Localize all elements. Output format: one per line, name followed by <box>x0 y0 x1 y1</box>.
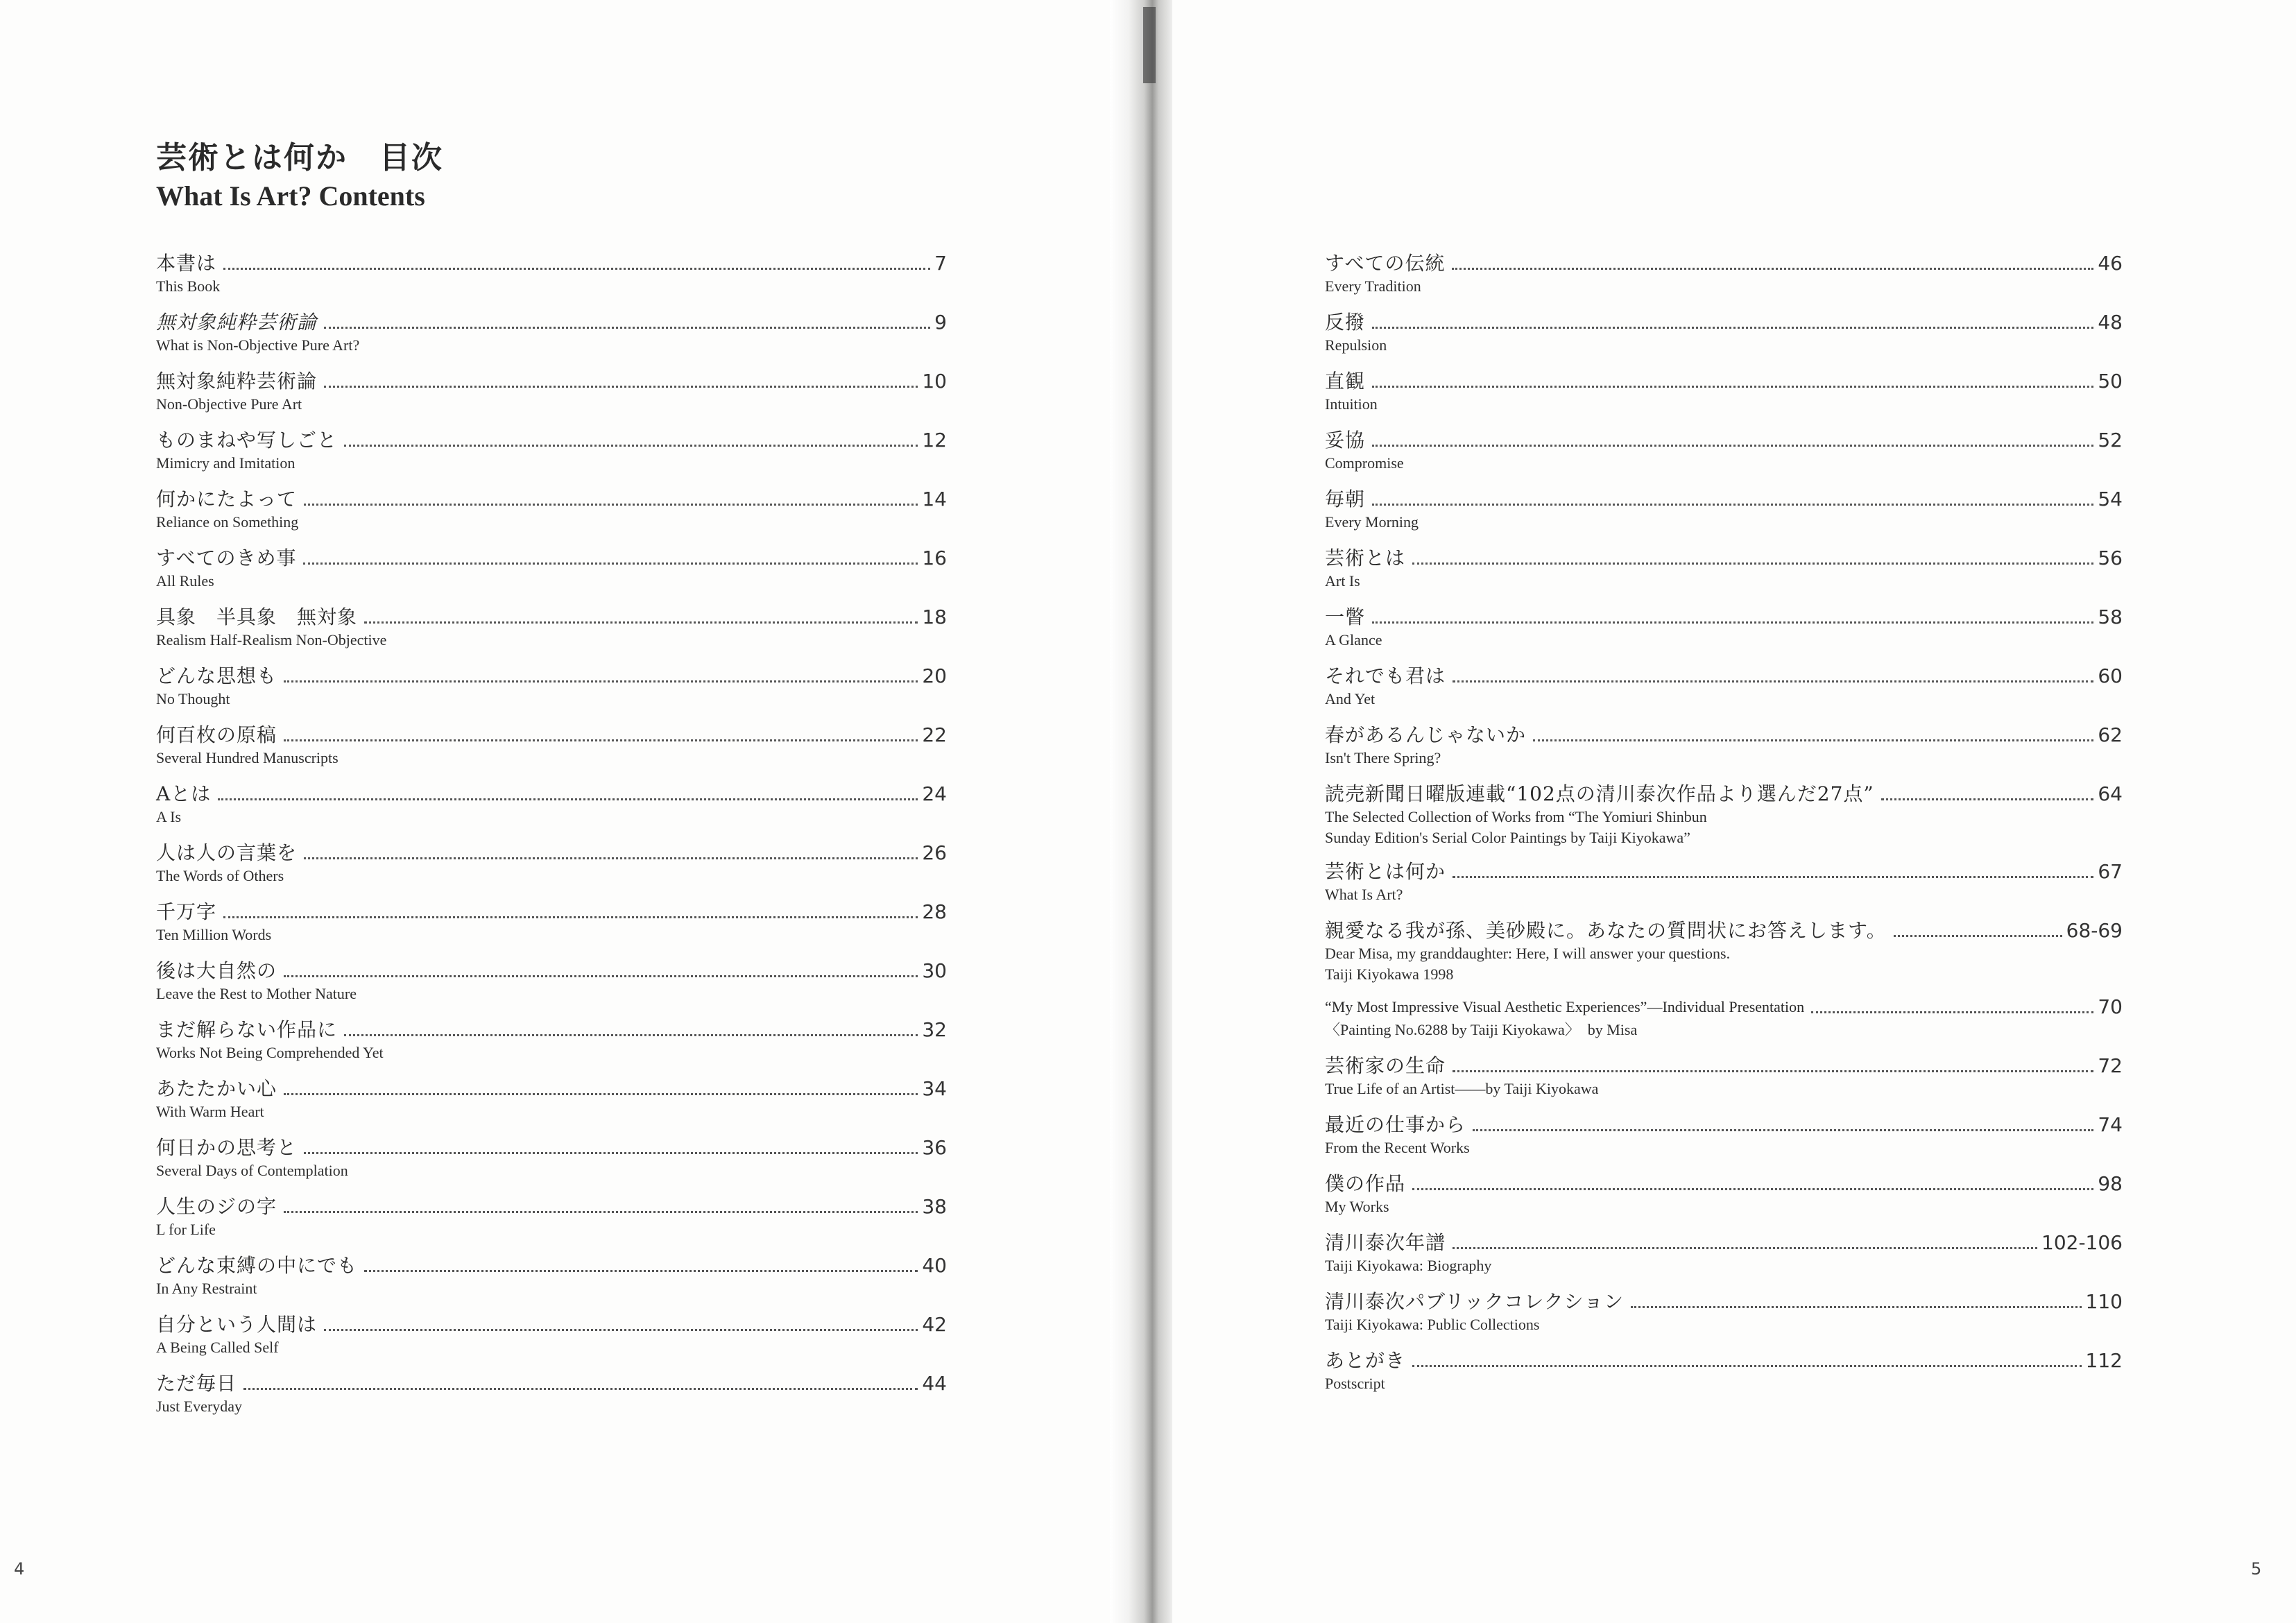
toc-entry-jp: 読売新聞日曜版連載“102点の清川泰次作品より選んだ27点” <box>1325 782 1874 805</box>
toc-entry <box>1325 1171 2123 1230</box>
page-number-left: 4 <box>14 1559 25 1579</box>
leader-dots <box>1453 876 2093 878</box>
toc-entry-page: 44 <box>922 1372 947 1395</box>
page-title-en: What Is Art? Contents <box>156 180 425 212</box>
toc-entry-page: 22 <box>922 723 947 746</box>
toc-entry-page: 48 <box>2098 311 2123 334</box>
toc-entry-en: My Works <box>1325 1198 1389 1215</box>
toc-entry <box>156 310 947 369</box>
toc-entry-page: 10 <box>922 370 947 393</box>
leader-dots <box>1631 1306 2081 1308</box>
toc-entry-page: 34 <box>922 1077 947 1100</box>
toc-entry-en: This Book <box>156 277 221 295</box>
leader-dots <box>243 1388 918 1390</box>
toc-entry-en: Taiji Kiyokawa: Biography <box>1325 1257 1492 1274</box>
toc-entry-jp: 具象 半具象 無対象 <box>156 606 358 628</box>
toc-entry-jp: まだ解らない作品に <box>156 1018 338 1041</box>
leader-dots <box>284 680 918 682</box>
toc-entry-jp: 僕の作品 <box>1325 1172 1406 1195</box>
toc-entry <box>156 1371 947 1430</box>
toc-entry-page: 7 <box>934 252 947 275</box>
toc-entry-jp: Aとは <box>156 782 212 805</box>
toc-entry-page: 67 <box>2098 860 2123 883</box>
toc-entry-en-line2: Sunday Edition's Serial Color Paintings by Taiji Kiyokawa” <box>1325 829 1690 846</box>
toc-entry-jp: 反撥 <box>1325 311 1366 334</box>
leader-dots <box>1811 1011 2093 1013</box>
toc-entry-jp: 本書は <box>156 252 217 275</box>
toc-entry-jp: 一瞥 <box>1325 606 1366 628</box>
toc-entry-jp: 何かにたよって <box>156 488 298 510</box>
toc-entry <box>156 369 947 428</box>
toc-entry-page: 60 <box>2098 664 2123 687</box>
leader-dots <box>1372 445 2093 447</box>
toc-entry-jp: すべてのきめ事 <box>156 547 297 569</box>
toc-entry <box>1325 995 2123 1054</box>
toc-entry <box>1325 1113 2123 1171</box>
toc-entry <box>1325 310 2123 369</box>
toc-entry-en: Taiji Kiyokawa: Public Collections <box>1325 1316 1540 1333</box>
title-block <box>156 139 443 215</box>
toc-entry-page: 98 <box>2098 1172 2123 1195</box>
toc-entry-page: 74 <box>2098 1113 2123 1136</box>
leader-dots <box>1412 563 2093 565</box>
toc-entry-jp: 清川泰次年譜 <box>1325 1231 1446 1254</box>
leader-dots <box>223 268 930 270</box>
leader-dots <box>1453 1070 2093 1072</box>
toc-entry-en: Realism Half-Realism Non-Objective <box>156 631 387 649</box>
leader-dots <box>1533 739 2093 741</box>
toc-entry-jp: 清川泰次パブリックコレクション <box>1325 1290 1625 1313</box>
toc-entry-page: 30 <box>922 959 947 982</box>
toc-entry-en: A Being Called Self <box>156 1339 279 1356</box>
toc-entry <box>1325 428 2123 487</box>
toc-entry-page: 52 <box>2098 429 2123 452</box>
toc-entry <box>156 1194 947 1253</box>
toc-entry <box>156 723 947 782</box>
toc-right-column <box>1325 251 2123 1407</box>
toc-entry-jp: 自分という人間は <box>156 1313 318 1336</box>
toc-entry-page: 16 <box>922 547 947 569</box>
toc-entry-en: 〈Painting No.6288 by Taiji Kiyokawa〉 by Misa <box>1325 1021 1638 1038</box>
leader-dots <box>284 975 918 977</box>
toc-entry-en: Reliance on Something <box>156 513 299 531</box>
toc-entry <box>1325 1230 2123 1289</box>
toc-entry-en: What Is Art? <box>1325 886 1403 903</box>
toc-entry-en: Non-Objective Pure Art <box>156 395 302 413</box>
toc-entry-page: 46 <box>2098 252 2123 275</box>
page-number-right: 5 <box>2251 1559 2262 1579</box>
toc-entry-page: 70 <box>2098 995 2123 1018</box>
toc-entry-page: 42 <box>922 1313 947 1336</box>
toc-entry-jp: 人生のジの字 <box>156 1195 277 1218</box>
toc-entry <box>156 546 947 605</box>
leader-dots <box>304 1152 918 1154</box>
toc-entry <box>156 428 947 487</box>
toc-entry-page: 102-106 <box>2041 1231 2123 1254</box>
leader-dots <box>304 857 918 859</box>
toc-entry <box>156 605 947 664</box>
toc-entry-en: Art Is <box>1325 572 1360 590</box>
toc-entry-page: 62 <box>2098 723 2123 746</box>
toc-entry-page: 68-69 <box>2066 919 2123 942</box>
toc-entry-jp: 春があるんじゃないか <box>1325 723 1527 746</box>
toc-entry-en: The Words of Others <box>156 867 284 884</box>
toc-entry-page: 72 <box>2098 1054 2123 1077</box>
toc-entry <box>1325 1348 2123 1407</box>
toc-entry-jp: ものまねや写しごと <box>156 429 338 452</box>
left-page <box>0 0 1138 1623</box>
toc-entry <box>1325 1054 2123 1113</box>
toc-entry-jp: 直観 <box>1325 370 1366 393</box>
leader-dots <box>1412 1188 2093 1190</box>
toc-entry-jp: 何百枚の原稿 <box>156 723 277 746</box>
toc-entry <box>1325 251 2123 310</box>
toc-entry-en: The Selected Collection of Works from “The Yomiuri Shinbun <box>1325 808 1707 825</box>
leader-dots <box>1453 680 2093 682</box>
toc-entry-jp: どんな束縛の中にでも <box>156 1254 358 1277</box>
toc-entry-en-line2: Taiji Kiyokawa 1998 <box>1325 965 1454 983</box>
toc-entry-en: In Any Restraint <box>156 1280 257 1297</box>
toc-entry <box>156 1312 947 1371</box>
leader-dots <box>324 1329 918 1331</box>
toc-entry-page: 26 <box>922 841 947 864</box>
leader-dots <box>303 563 918 565</box>
toc-entry <box>1325 487 2123 546</box>
toc-entry-jp: ただ毎日 <box>156 1372 237 1395</box>
leader-dots <box>304 504 918 506</box>
toc-entry-page: 110 <box>2085 1290 2123 1313</box>
toc-entry <box>156 664 947 723</box>
leader-dots <box>324 386 918 388</box>
toc-entry-en: Every Tradition <box>1325 277 1421 295</box>
toc-entry-en: From the Recent Works <box>1325 1139 1470 1156</box>
toc-entry-page: 18 <box>922 606 947 628</box>
toc-entry-en: No Thought <box>156 690 230 707</box>
toc-entry-jp: どんな思想も <box>156 664 277 687</box>
toc-entry-page: 9 <box>934 311 947 334</box>
toc-entry-en: Compromise <box>1325 454 1404 472</box>
leader-dots <box>1453 1247 2037 1249</box>
toc-entry-page: 54 <box>2098 488 2123 510</box>
leader-dots <box>1894 935 2062 937</box>
toc-entry <box>1325 918 2123 995</box>
leader-dots <box>1881 798 2094 800</box>
toc-entry-en: What is Non-Objective Pure Art? <box>156 336 360 354</box>
toc-entry-jp: すべての伝統 <box>1325 252 1446 275</box>
toc-entry-page: 38 <box>922 1195 947 1218</box>
toc-entry <box>156 900 947 959</box>
toc-entry-en: Postscript <box>1325 1375 1385 1392</box>
toc-entry-jp: あとがき <box>1325 1349 1406 1372</box>
gutter-shadow <box>1143 7 1156 83</box>
toc-entry-page: 24 <box>922 782 947 805</box>
toc-entry-en: A Glance <box>1325 631 1382 649</box>
toc-entry <box>156 841 947 900</box>
toc-entry-en: Leave the Rest to Mother Nature <box>156 985 357 1002</box>
toc-entry-jp: 最近の仕事から <box>1325 1113 1466 1136</box>
toc-entry <box>156 1076 947 1135</box>
leader-dots <box>344 445 918 447</box>
book-gutter <box>1110 0 1172 1623</box>
leader-dots <box>324 327 930 329</box>
toc-entry-jp: 妥協 <box>1325 429 1366 452</box>
toc-entry-en: Mimicry and Imitation <box>156 454 295 472</box>
toc-entry-en: Ten Million Words <box>156 926 272 943</box>
toc-entry-jp: “My Most Impressive Visual Aesthetic Experiences”—Individual Presentation <box>1325 998 1805 1015</box>
leader-dots <box>344 1034 918 1036</box>
leader-dots <box>1372 327 2093 329</box>
toc-entry-en: With Warm Heart <box>156 1103 264 1120</box>
toc-entry-en: Several Hundred Manuscripts <box>156 749 339 766</box>
toc-entry-jp: 無対象純粋芸術論 <box>156 370 318 393</box>
toc-entry-jp: あたたかい心 <box>156 1077 277 1100</box>
toc-entry-jp: 何日かの思考と <box>156 1136 298 1159</box>
toc-entry-page: 36 <box>922 1136 947 1159</box>
toc-entry-jp: 毎朝 <box>1325 488 1366 510</box>
toc-entry-jp: 親愛なる我が孫、美砂殿に。あなたの質問状にお答えします。 <box>1325 919 1887 942</box>
toc-entry <box>156 782 947 841</box>
toc-entry <box>1325 782 2123 859</box>
toc-entry-en: True Life of an Artist――by Taiji Kiyokawa <box>1325 1080 1599 1097</box>
leader-dots <box>1412 1365 2082 1367</box>
toc-entry-jp: 後は大自然の <box>156 959 277 982</box>
toc-entry <box>156 1253 947 1312</box>
toc-entry <box>156 959 947 1017</box>
toc-entry-page: 32 <box>922 1018 947 1041</box>
toc-entry-page: 28 <box>922 900 947 923</box>
toc-entry-en: Just Everyday <box>156 1398 243 1415</box>
toc-entry-en: Works Not Being Comprehended Yet <box>156 1044 384 1061</box>
toc-entry <box>1325 369 2123 428</box>
toc-entry <box>1325 664 2123 723</box>
leader-dots <box>364 1270 918 1272</box>
toc-entry-en: Dear Misa, my granddaughter: Here, I will answer your questions. <box>1325 945 1731 962</box>
toc-entry <box>1325 723 2123 782</box>
leader-dots <box>1473 1129 2093 1131</box>
leader-dots <box>364 621 918 624</box>
toc-left-column <box>156 251 947 1430</box>
leader-dots <box>1372 621 2093 624</box>
leader-dots <box>223 916 918 918</box>
toc-entry <box>156 487 947 546</box>
toc-entry-page: 64 <box>2098 782 2123 805</box>
toc-entry-en: Intuition <box>1325 395 1378 413</box>
toc-entry-page: 50 <box>2098 370 2123 393</box>
toc-entry <box>156 251 947 310</box>
toc-entry-en: Several Days of Contemplation <box>156 1162 348 1179</box>
page-title-jp: 芸術とは何か 目次 <box>156 140 443 175</box>
toc-entry-jp: 千万字 <box>156 900 217 923</box>
toc-entry <box>1325 1289 2123 1348</box>
toc-entry-page: 40 <box>922 1254 947 1277</box>
toc-entry-jp: 人は人の言葉を <box>156 841 298 864</box>
toc-entry-en: Repulsion <box>1325 336 1387 354</box>
toc-entry <box>156 1017 947 1076</box>
toc-entry-page: 56 <box>2098 547 2123 569</box>
toc-entry-page: 58 <box>2098 606 2123 628</box>
toc-entry <box>156 1135 947 1194</box>
leader-dots <box>1372 504 2093 506</box>
toc-entry <box>1325 859 2123 918</box>
toc-entry-en: All Rules <box>156 572 214 590</box>
toc-entry-jp: 無対象純粋芸術論 <box>156 311 318 334</box>
leader-dots <box>284 1211 918 1213</box>
leader-dots <box>284 1093 918 1095</box>
toc-entry-jp: 芸術とは何か <box>1325 860 1446 883</box>
toc-entry-en: L for Life <box>156 1221 216 1238</box>
toc-entry-jp: 芸術とは <box>1325 547 1406 569</box>
leader-dots <box>218 798 918 800</box>
toc-entry-jp: それでも君は <box>1325 664 1446 687</box>
toc-entry-en: Every Morning <box>1325 513 1419 531</box>
toc-entry-en: And Yet <box>1325 690 1376 707</box>
toc-entry-page: 112 <box>2085 1349 2123 1372</box>
toc-entry-jp: 芸術家の生命 <box>1325 1054 1446 1077</box>
toc-entry-page: 14 <box>922 488 947 510</box>
toc-entry-page: 20 <box>922 664 947 687</box>
toc-entry <box>1325 605 2123 664</box>
leader-dots <box>284 739 918 741</box>
toc-entry-en: Isn't There Spring? <box>1325 749 1441 766</box>
toc-entry-page: 12 <box>922 429 947 452</box>
leader-dots <box>1452 268 2093 270</box>
toc-entry-en: A Is <box>156 808 182 825</box>
toc-entry <box>1325 546 2123 605</box>
leader-dots <box>1372 386 2093 388</box>
